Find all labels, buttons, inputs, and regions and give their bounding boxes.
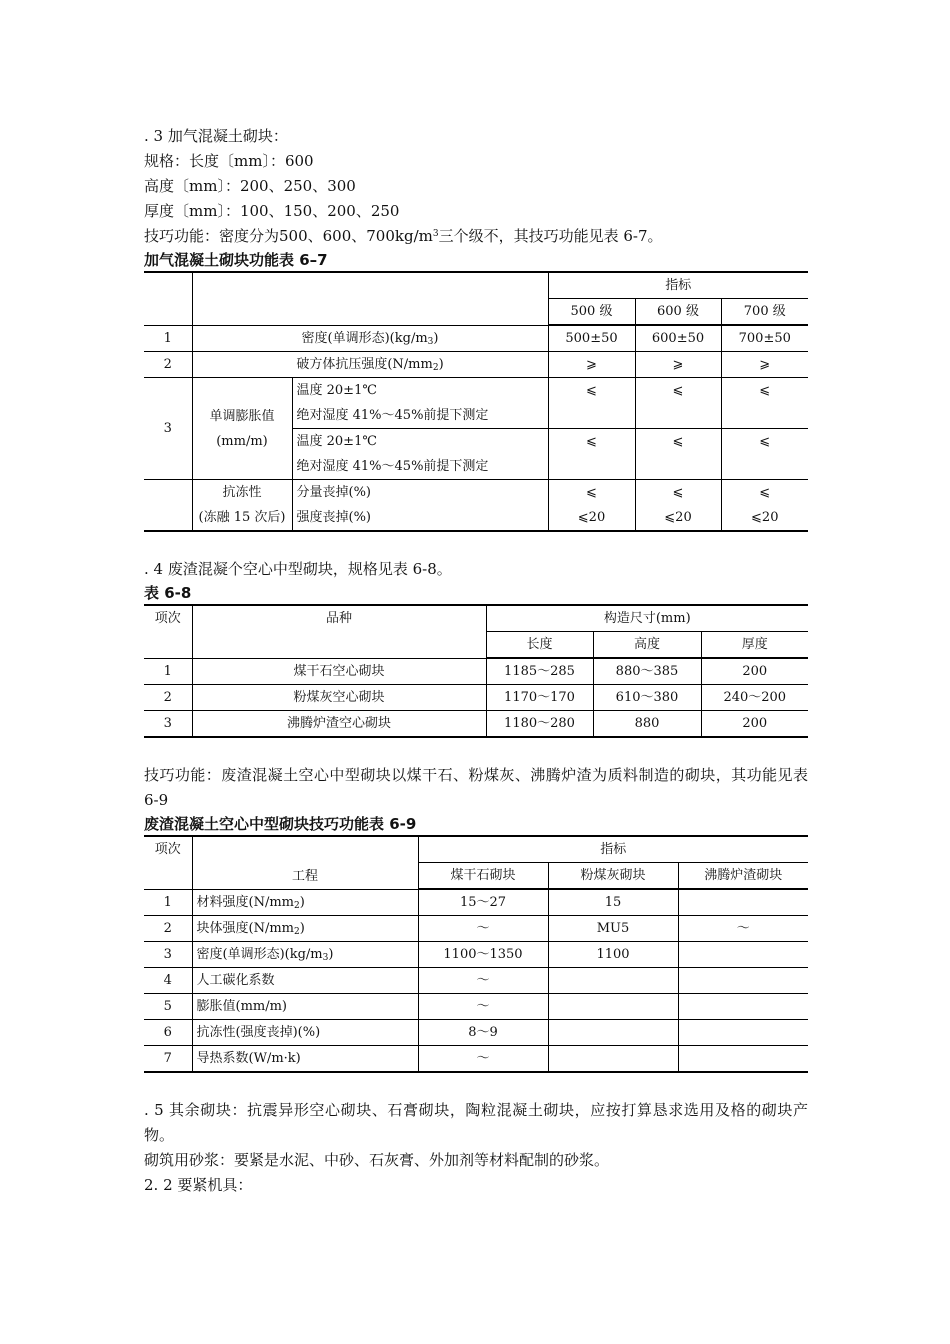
table-row: [144, 685, 808, 711]
value-700: ⩾: [721, 352, 808, 378]
row-length: 1180～280: [486, 711, 593, 738]
row-item: 密度(单调形态)$(kg/m_3)$: [192, 942, 418, 968]
document-page: [144, 124, 808, 1198]
value-600: ⩽: [635, 429, 721, 480]
row-height: 880～385: [593, 658, 701, 685]
table-row: [144, 1020, 808, 1046]
row-item: 材料强度$(N/mm_2)$: [192, 889, 418, 916]
row-number: 1: [144, 658, 192, 685]
header-no: 项次: [144, 836, 192, 889]
row-item: 密度(单调形态)$(kg/m_3)$: [192, 325, 548, 352]
header-length: 长度: [486, 632, 593, 659]
table-6-7-caption: 加气混凝土砌块功能表 6–7: [144, 251, 328, 269]
value-boiler-slag: [678, 1020, 808, 1046]
value-500: ⩽ ⩽20: [548, 480, 635, 532]
table-6-9-caption: 废渣混凝土空心中型砌块技巧功能表 6-9: [144, 815, 417, 833]
header-item: 工程: [192, 836, 418, 889]
tools-heading: 2. 2 要紧机具：: [144, 1176, 253, 1194]
value-700: ⩽: [721, 378, 808, 429]
row-height: 880: [593, 711, 701, 738]
table-row: [144, 968, 808, 994]
row-number-blank: [144, 480, 192, 532]
value-fly-ash: MU5: [548, 916, 678, 942]
value-coal-gangue: 1100～1350: [418, 942, 548, 968]
row-kind: 煤干石空心砌块: [192, 658, 486, 685]
table-6-8: [144, 604, 808, 738]
value-coal-gangue: ～: [418, 968, 548, 994]
table-row: [144, 378, 808, 429]
row-number: 6: [144, 1020, 192, 1046]
table-row: [144, 942, 808, 968]
row-kind: 粉煤灰空心砌块: [192, 685, 486, 711]
table-row: [144, 352, 808, 378]
row-length: 1170～170: [486, 685, 593, 711]
header-kind: 品种: [192, 605, 486, 658]
value-fly-ash: [548, 994, 678, 1020]
header-size: 构造尺寸(mm): [486, 605, 808, 632]
tech-text-post: 三个级不，其技巧功能见表 6-7。: [438, 227, 663, 245]
value-500: ⩽: [548, 429, 635, 480]
row-item: 人工碳化系数: [192, 968, 418, 994]
value-boiler-slag: [678, 1046, 808, 1073]
table-row: [144, 325, 808, 352]
value-fly-ash: 15: [548, 889, 678, 916]
spec-height: 高度〔mm〕：200、250、300: [144, 177, 356, 195]
value-coal-gangue: ～: [418, 1046, 548, 1073]
header-boiler-slag: 沸腾炉渣砌块: [678, 863, 808, 890]
row-number: 4: [144, 968, 192, 994]
condition-b: 温度 20±1℃ 绝对湿度 41%～45%前提下测定: [292, 429, 548, 480]
table-row: [144, 916, 808, 942]
header-grade-600: 600 级: [635, 299, 721, 326]
row-item: 膨胀值(mm/m): [192, 994, 418, 1020]
table-6-7: [144, 271, 808, 532]
row-thickness: 240～200: [701, 685, 808, 711]
value-700: 700±50: [721, 325, 808, 352]
value-fly-ash: [548, 1046, 678, 1073]
value-boiler-slag: [678, 994, 808, 1020]
value-700: ⩽ ⩽20: [721, 480, 808, 532]
row-item: 抗冻性(强度丧掉)(%): [192, 1020, 418, 1046]
value-500: ⩽: [548, 378, 635, 429]
tech-text-pre: 技巧功能：密度分为500、600、700kg/m: [144, 227, 433, 245]
value-fly-ash: 1100: [548, 942, 678, 968]
value-coal-gangue: 15～27: [418, 889, 548, 916]
header-no: 项次: [144, 605, 192, 658]
row-item: 破方体抗压强度$(N/mm_2)$: [192, 352, 548, 378]
value-coal-gangue: 8～9: [418, 1020, 548, 1046]
table-row: [144, 1046, 808, 1073]
table-row: [144, 994, 808, 1020]
row-number: 2: [144, 352, 192, 378]
value-600: ⩾: [635, 352, 721, 378]
table-row: [144, 711, 808, 738]
header-grade-500: 500 级: [548, 299, 635, 326]
section-3-heading: . 3 加气混凝土砌块：: [144, 127, 288, 145]
value-boiler-slag: [678, 889, 808, 916]
value-500: 500±50: [548, 325, 635, 352]
tech-superscript: 3: [432, 229, 439, 239]
tech-performance-line: [144, 224, 808, 249]
row-number: 3: [144, 711, 192, 738]
value-boiler-slag: ～: [678, 916, 808, 942]
value-600: 600±50: [635, 325, 721, 352]
row-number: 7: [144, 1046, 192, 1073]
header-fly-ash: 粉煤灰砌块: [548, 863, 678, 890]
row-height: 610～380: [593, 685, 701, 711]
section-5-text: . 5 其余砌块：抗震异形空心砌块、石膏砌块，陶粒混凝土砌块，应按打算恳求选用及格的砌块产物。: [144, 1101, 808, 1144]
header-blank-item: [192, 272, 548, 325]
row-thickness: 200: [701, 711, 808, 738]
group-frost: 抗冻性 (冻融 15 次后): [192, 480, 292, 532]
section-4-heading: . 4 废渣混凝个空心中型砌块，规格见表 6-8。: [144, 560, 452, 578]
value-coal-gangue: ～: [418, 994, 548, 1020]
header-grade-700: 700 级: [721, 299, 808, 326]
header-height: 高度: [593, 632, 701, 659]
row-number: 1: [144, 889, 192, 916]
header-index: 指标: [418, 836, 808, 863]
table-6-9: [144, 835, 808, 1073]
value-500: ⩾: [548, 352, 635, 378]
row-number: 2: [144, 685, 192, 711]
group-shrinkage: 单调膨胀值 (mm/m): [192, 378, 292, 480]
header-index: 指标: [548, 272, 808, 299]
table-6-8-caption: 表 6-8: [144, 584, 192, 602]
spec-length: 规格：长度〔mm〕：600: [144, 152, 314, 170]
table-row: [144, 889, 808, 916]
value-coal-gangue: ～: [418, 916, 548, 942]
value-700: ⩽: [721, 429, 808, 480]
condition-a: 温度 20±1℃ 绝对湿度 41%～45%前提下测定: [292, 378, 548, 429]
header-coal-gangue: 煤干石砌块: [418, 863, 548, 890]
value-fly-ash: [548, 1020, 678, 1046]
tech-performance-waste: 技巧功能：废渣混凝土空心中型砌块以煤干石、粉煤灰、沸腾炉渣为质料制造的砌块，其功能见表 6-9: [144, 766, 808, 809]
table-row: [144, 480, 808, 532]
mortar-text: 砌筑用砂浆：要紧是水泥、中砂、石灰膏、外加剂等材料配制的砂浆。: [144, 1151, 610, 1169]
header-blank-no: [144, 272, 192, 325]
table-row: [144, 658, 808, 685]
value-600: ⩽: [635, 378, 721, 429]
frost-conditions: 分量丧掉(%) 强度丧掉(%): [292, 480, 548, 532]
row-number: 2: [144, 916, 192, 942]
value-boiler-slag: [678, 968, 808, 994]
row-kind: 沸腾炉渣空心砌块: [192, 711, 486, 738]
row-number: 3: [144, 942, 192, 968]
row-thickness: 200: [701, 658, 808, 685]
value-600: ⩽ ⩽20: [635, 480, 721, 532]
header-thickness: 厚度: [701, 632, 808, 659]
spec-thickness: 厚度〔mm〕：100、150、200、250: [144, 202, 400, 220]
row-item: 导热系数(W/m·k): [192, 1046, 418, 1073]
row-number: 3: [144, 378, 192, 480]
row-item: 块体强度$(N/mm_2)$: [192, 916, 418, 942]
row-number: 5: [144, 994, 192, 1020]
value-fly-ash: [548, 968, 678, 994]
row-number: 1: [144, 325, 192, 352]
value-boiler-slag: [678, 942, 808, 968]
row-length: 1185～285: [486, 658, 593, 685]
